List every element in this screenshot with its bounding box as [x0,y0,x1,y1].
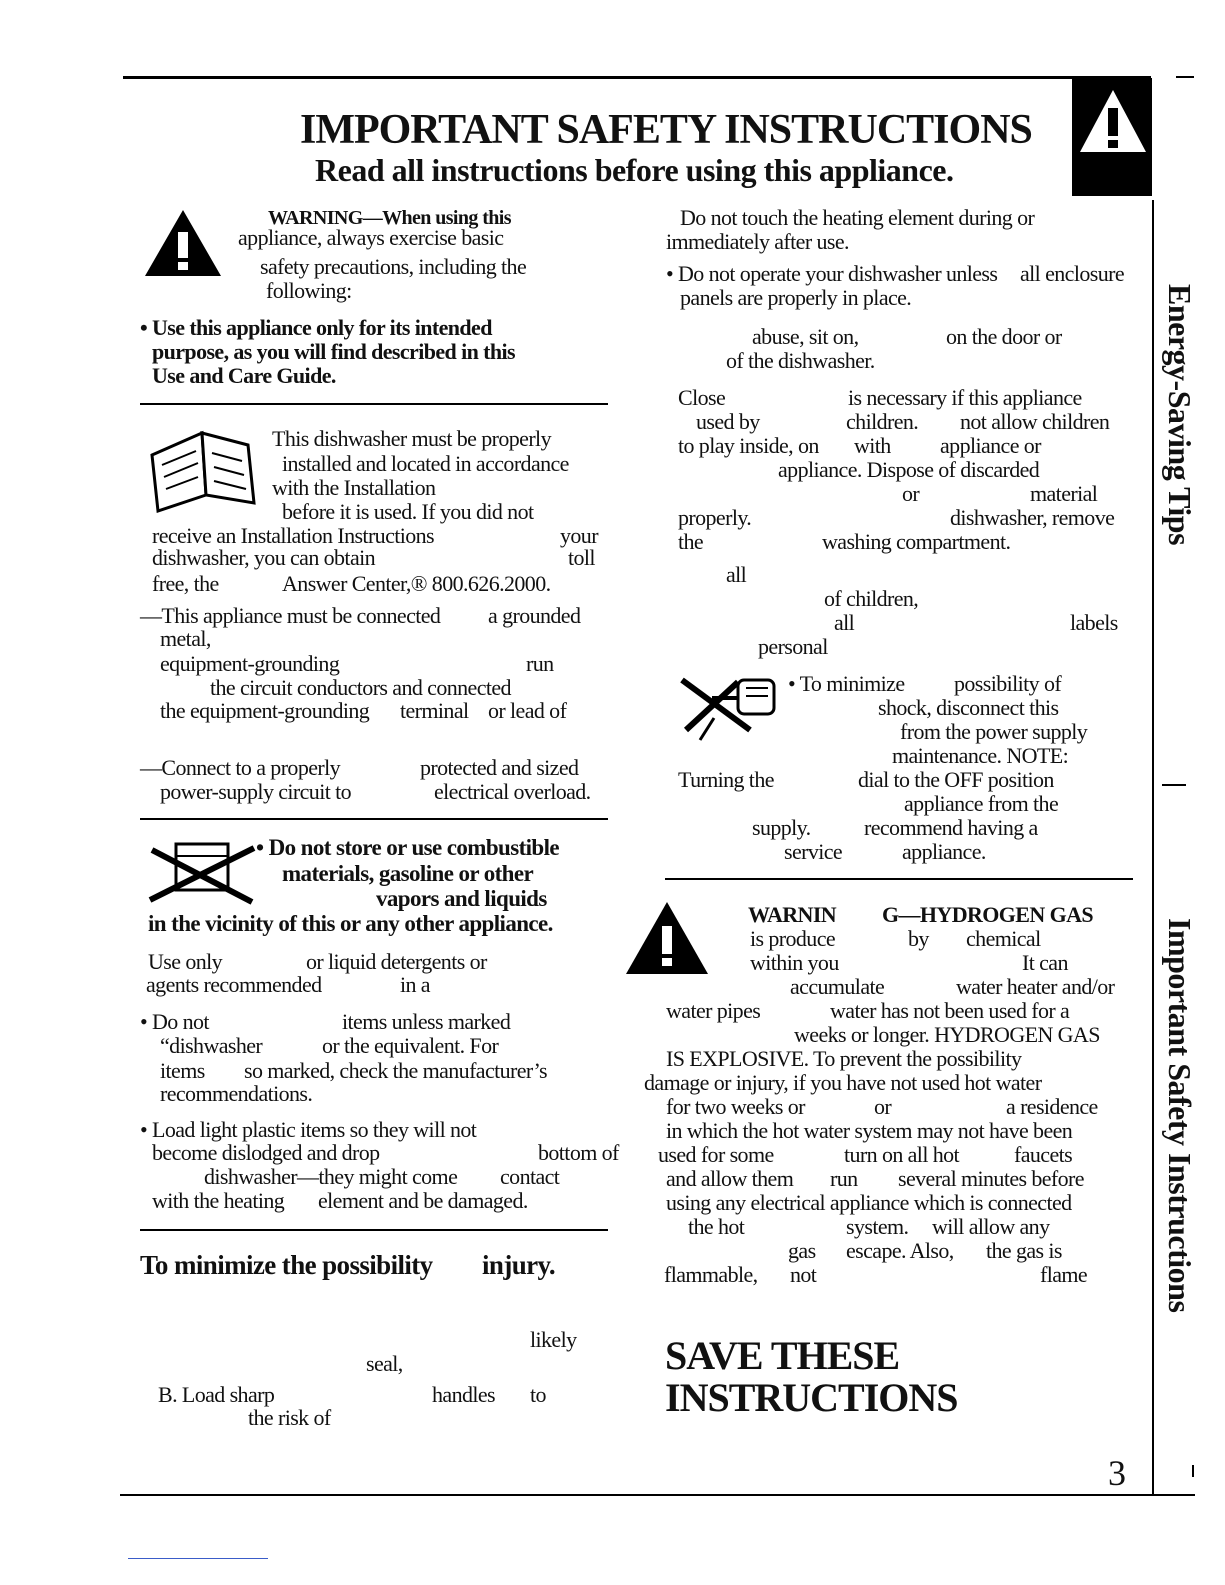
children-20: personal [758,634,828,659]
children-12: properly. [678,505,752,530]
shock-12: appliance. [902,839,986,864]
abuse-2: on the door or [946,324,1062,349]
hydro-4: by [908,926,929,951]
no-combustibles-icon [146,836,258,908]
warning-line-3: safety precautions, including the [260,254,527,279]
install-line-2: installed and located in accordance [282,451,569,476]
divider-3 [140,1229,608,1231]
hydro-32: flammable, [664,1262,758,1287]
children-7: with [854,433,891,458]
plastic-4: or the equivalent. For [322,1033,499,1058]
load-light-5: contact [500,1164,560,1189]
header-warning-icon [1078,88,1148,154]
warning-icon [143,208,223,278]
sidebar-mark-mid [1162,784,1186,786]
children-11: material [1030,481,1098,506]
page-number: 3 [1108,1453,1126,1493]
plastic-3: “dishwasher [160,1033,263,1058]
hydro-23: run [830,1166,858,1191]
load-light-6: with the heating [152,1188,285,1213]
hydro-6: within you [750,950,839,975]
hydro-13: IS EXPLOSIVE. To prevent the possibility [666,1046,1022,1071]
top-rule [123,76,1151,79]
intended-use-line-3: Use and Care Guide. [152,363,336,388]
load-light-2: become dislodged and drop [152,1140,380,1165]
shock-5: maintenance. NOTE: [892,743,1069,768]
children-14: the [678,529,704,554]
heating-2: immediately after use. [666,229,849,254]
children-18: all [834,610,855,635]
children-19: labels [1070,610,1118,635]
enclosure-1: • Do not operate your dishwasher unless [666,261,998,286]
side-tab-safety-instructions[interactable]: Important Safety Instructions [1162,918,1198,1313]
children-5: not allow children [960,409,1110,434]
combustible-4: in the vicinity of this or any other appliance. [148,911,553,936]
ground-4: equipment-grounding [160,651,340,676]
hydro-14: damage or injury, if you have not used hot water [644,1070,1042,1095]
det-2: or liquid detergents or [306,949,487,974]
hydro-27: system. [846,1214,909,1239]
hydro-9: water heater and/or [956,974,1115,999]
shock-2: possibility of [954,671,1062,696]
hydro-21: faucets [1014,1142,1073,1167]
sidebar-mark-low [1192,1465,1194,1477]
hydro-22: and allow them [666,1166,794,1191]
hydro-25: using any electrical appliance which is connected [666,1190,1072,1215]
install-line-10: Answer Center,® 800.626.2000. [282,571,551,596]
save-line-1: SAVE THESE [665,1333,900,1378]
children-16: all [726,562,747,587]
unplug-icon [678,672,786,742]
hydro-26: the hot [688,1214,745,1239]
plastic-5: items [160,1058,205,1083]
load-light-7: element and be damaged. [318,1188,528,1213]
ground-13: electrical overload. [434,779,591,804]
ground-5: run [526,651,554,676]
heating-1: Do not touch the heating element during or [680,205,1035,230]
load-sharp-4: the risk of [248,1405,331,1430]
top-right-mark [1176,76,1194,78]
hydro-31: the gas is [986,1238,1062,1263]
plastic-2: items unless marked [342,1009,511,1034]
hydro-33: not [790,1262,817,1287]
combustible-2: materials, gasoline or other [282,861,534,886]
hydro-10: water pipes [666,998,761,1023]
bottom-rule [120,1494,1195,1496]
hydro-5: chemical [966,926,1041,951]
divider-right-1 [665,878,1133,880]
seal-text: seal, [366,1351,403,1376]
hydro-20: turn on all hot [844,1142,960,1167]
hydro-8: accumulate [790,974,885,999]
shock-3: shock, disconnect this [878,695,1059,720]
save-line-2: INSTRUCTIONS [665,1375,958,1420]
ground-12: power-supply circuit to [160,779,352,804]
abuse-1: abuse, sit on, [752,324,859,349]
load-light-3: bottom of [538,1140,619,1165]
ground-8: terminal [400,698,469,723]
install-line-7: dishwasher, you can obtain [152,545,376,570]
plastic-6: so marked, check the manufacturer’s [244,1058,547,1083]
likely-text: likely [530,1327,577,1352]
children-6: to play inside, on [678,433,819,458]
det-3: agents recommended [146,972,322,997]
manual-book-icon [148,425,260,515]
children-17: of children, [824,586,919,611]
children-9: appliance. Dispose of discarded [778,457,1040,482]
minimize-heading: To minimize the possibility [140,1250,433,1280]
det-1: Use only [148,949,223,974]
children-10: or [902,481,920,506]
ground-10: —Connect to a properly [140,755,341,780]
intended-use-line-2: purpose, as you will find described in this [152,339,515,364]
shock-11: service [784,839,843,864]
install-line-8: toll [568,545,595,570]
load-sharp-3: to [530,1382,546,1407]
install-line-4: before it is used. If you did not [282,499,534,524]
hydro-11: water has not been used for a [830,998,1070,1023]
children-8: appliance or [940,433,1041,458]
warning-line-1: WARNING—When using this [268,207,511,229]
hydro-16: or [874,1094,892,1119]
children-4: children. [846,409,919,434]
minimize-heading-injury: injury. [482,1250,556,1280]
install-line-5: receive an Installation Instructions [152,523,435,548]
hydro-3: is produce [750,926,836,951]
combustible-3: vapors and liquids [376,886,547,911]
shock-10: recommend having a [864,815,1038,840]
ground-11: protected and sized [420,755,579,780]
shock-8: appliance from the [904,791,1059,816]
hydro-29: gas [788,1238,816,1263]
hydro-19: used for some [658,1142,774,1167]
enclosure-2: all enclosure [1020,261,1124,286]
children-2: is necessary if this appliance [848,385,1082,410]
hydro-17: a residence [1006,1094,1098,1119]
warning-line-2: appliance, always exercise basic [238,225,504,250]
hydrogen-warning-icon [624,900,710,976]
hydro-12: weeks or longer. HYDROGEN GAS [794,1022,1100,1047]
children-3: used by [696,409,760,434]
ground-6: the circuit conductors and connected [210,675,511,700]
load-sharp-1: B. Load sharp [158,1382,275,1407]
hydro-15: for two weeks or [666,1094,805,1119]
plastic-7: recommendations. [160,1081,313,1106]
install-line-6: your [560,523,598,548]
enclosure-3: panels are properly in place. [680,285,912,310]
ground-2: a grounded [488,603,581,628]
hydro-2: G—HYDROGEN GAS [882,902,1094,927]
divider-2 [140,818,608,820]
hydro-30: escape. Also, [846,1238,954,1263]
shock-7: dial to the OFF position [858,767,1054,792]
det-4: in a [400,972,430,997]
hydro-34: flame [1040,1262,1088,1287]
shock-4: from the power supply [900,719,1088,744]
install-line-9: free, the [152,571,219,596]
install-line-3: with the Installation [272,475,436,500]
ground-7: the equipment-grounding [160,698,370,723]
load-light-4: dishwasher—they might come [204,1164,458,1189]
children-13: dishwasher, remove [950,505,1115,530]
hydro-7: It can [1022,950,1068,975]
children-1: Close [678,385,726,410]
hydro-28: will allow any [932,1214,1050,1239]
intended-use-line-1: • Use this appliance only for its intended [140,315,492,340]
shock-1: • To minimize [788,671,905,696]
ground-9: or lead of [488,698,567,723]
plastic-1: • Do not [140,1009,209,1034]
hydro-18: in which the hot water system may not have been [666,1118,1073,1143]
hydro-1: WARNIN [748,902,837,927]
combustible-1: • Do not store or use combustible [256,835,560,860]
shock-9: supply. [752,815,811,840]
save-instructions-heading [665,1335,958,1419]
load-sharp-2: handles [432,1382,496,1407]
hydro-24: several minutes before [898,1166,1084,1191]
children-15: washing compartment. [822,529,1011,554]
page-subtitle: Read all instructions before using this appliance. [315,152,954,188]
load-light-1: • Load light plastic items so they will not [140,1117,477,1142]
shock-6: Turning the [678,767,774,792]
sidebar-rule [1152,200,1154,1494]
warning-line-4: following: [266,278,352,303]
divider-1 [140,403,608,405]
page-title: IMPORTANT SAFETY INSTRUCTIONS [300,107,1032,153]
footer-link-underline [128,1558,268,1559]
install-line-1: This dishwasher must be properly [272,426,551,451]
ground-1: —This appliance must be connected [140,603,441,628]
ground-3: metal, [160,626,211,651]
side-tab-energy-saving[interactable]: Energy-Saving Tips [1162,284,1198,546]
abuse-3: of the dishwasher. [726,348,875,373]
